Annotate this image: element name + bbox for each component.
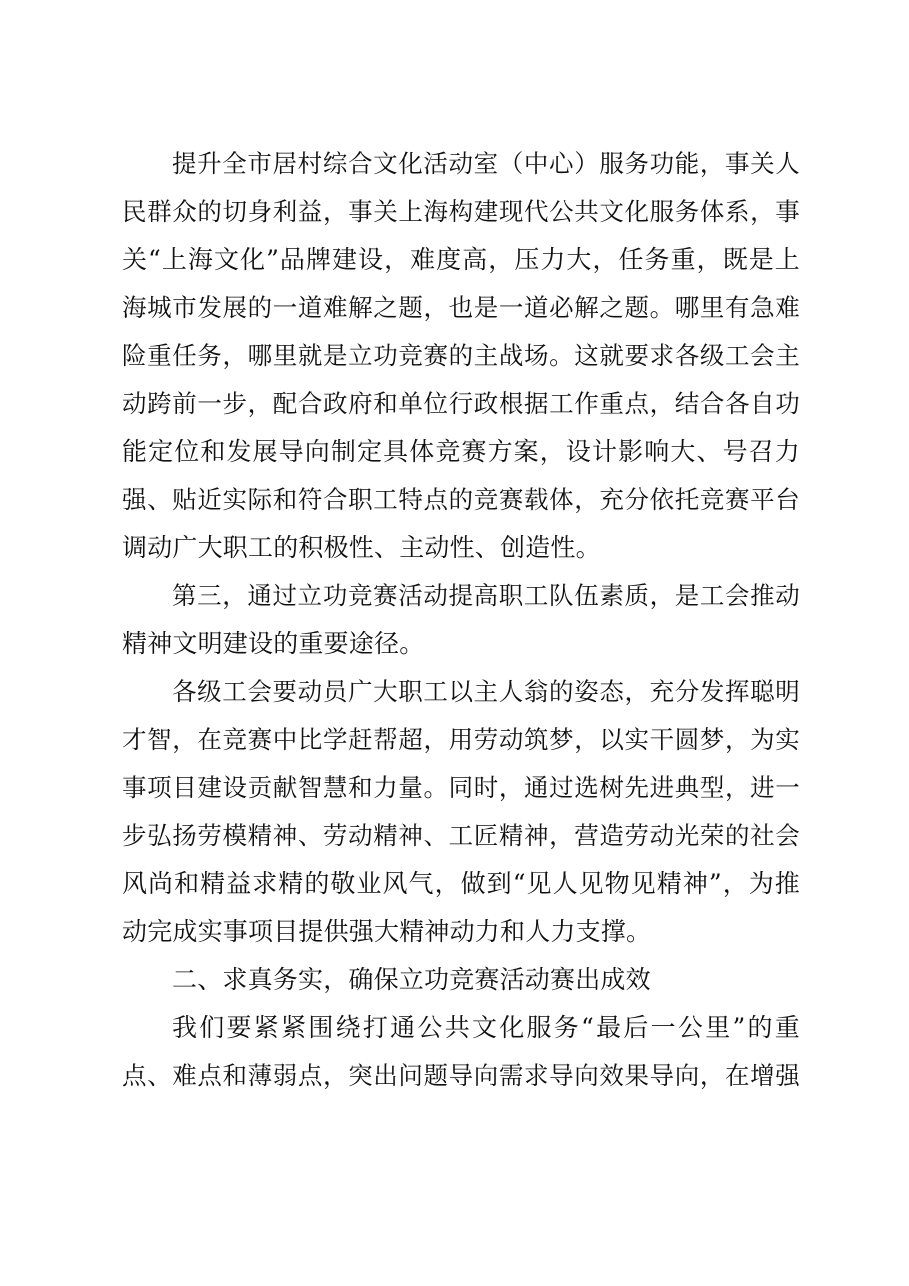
text-line: 强、贴近实际和符合职工特点的竞赛载体，充分依托竞赛平台 [122, 485, 800, 514]
text-line: 调动广大职工的积极性、主动性、创造性。 [122, 533, 601, 562]
section-heading: 二、求真务实，确保立功竞赛活动赛出成效 [172, 965, 651, 994]
text-line: 险重任务，哪里就是立功竞赛的主战场。这就要求各级工会主 [122, 341, 800, 370]
document-body [122, 140, 800, 1100]
text-line: 动完成实事项目提供强大精神动力和人力支撑。 [122, 917, 652, 946]
text-line: 点、难点和薄弱点，突出问题导向需求导向效果导向，在增强 [122, 1061, 800, 1090]
text-line: 提升全市居村综合文化活动室（中心）服务功能，事关人 [172, 149, 800, 178]
text-line: 动跨前一步，配合政府和单位行政根据工作重点，结合各自功 [122, 389, 800, 418]
text-line: 精神文明建设的重要途径。 [122, 629, 425, 658]
text-line: 步弘扬劳模精神、劳动精神、工匠精神，营造劳动光荣的社会 [122, 821, 800, 850]
text-line: 我们要紧紧围绕打通公共文化服务“最后一公里”的重 [172, 1013, 800, 1042]
text-line: 能定位和发展导向制定具体竞赛方案，设计影响大、号召力 [122, 437, 800, 466]
text-line: 海城市发展的一道难解之题，也是一道必解之题。哪里有急难 [122, 293, 800, 322]
text-line: 事项目建设贡献智慧和力量。同时，通过选树先进典型，进一 [122, 773, 800, 802]
text-line: 才智，在竞赛中比学赶帮超，用劳动筑梦，以实干圆梦，为实 [122, 725, 800, 754]
text-line: 关“上海文化”品牌建设，难度高，压力大，任务重，既是上 [122, 245, 800, 274]
text-line: 风尚和精益求精的敬业风气，做到“见人见物见精神”，为推 [122, 869, 800, 898]
text-line: 第三，通过立功竞赛活动提高职工队伍素质，是工会推动 [172, 581, 800, 610]
text-line: 各级工会要动员广大职工以主人翁的姿态，充分发挥聪明 [172, 677, 800, 706]
text-line: 民群众的切身利益，事关上海构建现代公共文化服务体系，事 [122, 197, 800, 226]
